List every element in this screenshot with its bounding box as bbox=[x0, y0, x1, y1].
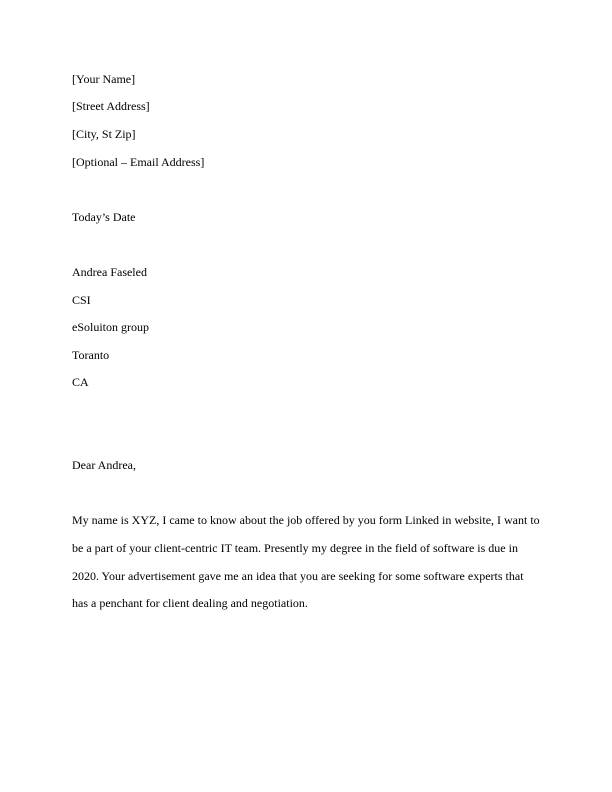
body-line: has a penchant for client dealing and negotiation. bbox=[72, 596, 308, 610]
recipient-region: CA bbox=[72, 375, 89, 389]
recipient-name: Andrea Faseled bbox=[72, 265, 147, 279]
body-line: 2020. Your advertisement gave me an idea that you are seeking for some software experts that bbox=[72, 569, 524, 583]
recipient-title: CSI bbox=[72, 293, 91, 307]
recipient-company: eSoluiton group bbox=[72, 320, 149, 334]
body-line: My name is XYZ, I came to know about the job offered by you form Linked in website, I want to bbox=[72, 513, 540, 527]
sender-city: [City, St Zip] bbox=[72, 127, 136, 141]
recipient-city: Toranto bbox=[72, 348, 110, 362]
sender-email: [Optional – Email Address] bbox=[72, 155, 205, 169]
sender-street: [Street Address] bbox=[72, 99, 150, 113]
sender-name: [Your Name] bbox=[72, 72, 136, 86]
letter-date: Today’s Date bbox=[72, 210, 136, 224]
body-line: be a part of your client-centric IT team. Presently my degree in the field of software is due in bbox=[72, 541, 518, 555]
salutation: Dear Andrea, bbox=[72, 458, 136, 472]
